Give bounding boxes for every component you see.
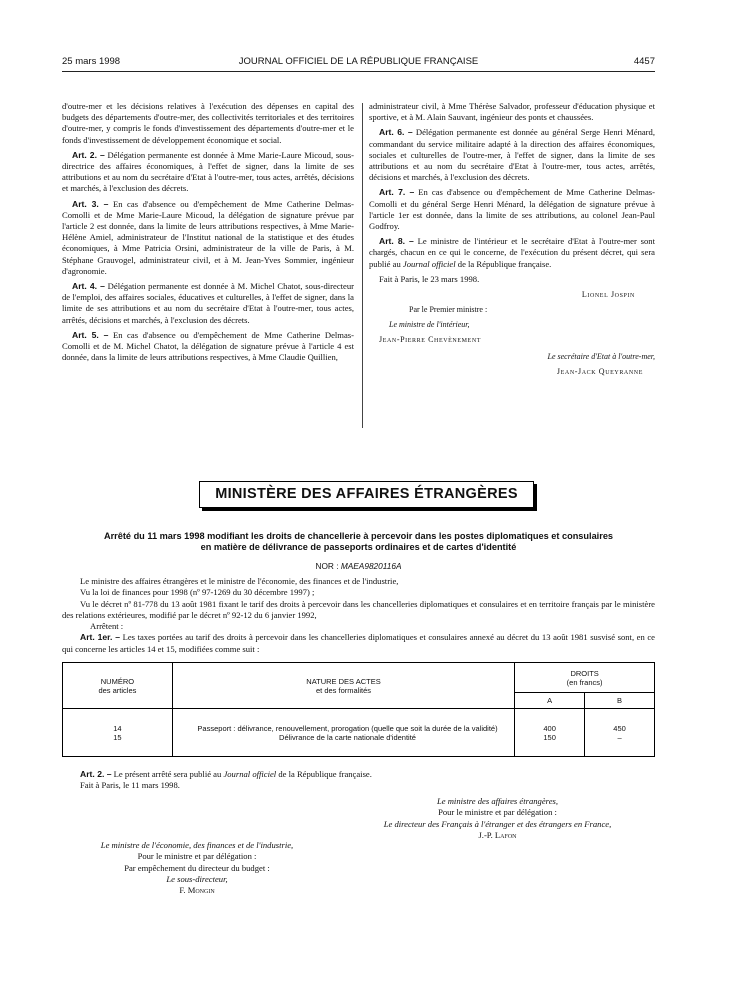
cell-text: 400	[543, 723, 556, 733]
cell-nature	[172, 709, 514, 757]
signatory-name	[62, 885, 332, 896]
cell-text: –	[617, 732, 622, 742]
right-column	[369, 101, 655, 381]
article-4	[62, 281, 354, 326]
paragraph: Le ministre des affaires étrangères et le ministre de l'économie, des finances et de l'industrie,	[80, 576, 399, 586]
signatory-name	[369, 334, 655, 345]
article-1	[62, 632, 655, 655]
article-text: Le ministre de l'intérieur et le secrétaire d'Etat à l'outre-mer sont chargés, chacun en ce qui le concerne, de l'exécution du présent décret, qui sera publié au	[369, 236, 655, 269]
article-text: En cas d'absence ou d'empêchement de Mme Catherine Delmas-Comolli et de Mme Marie-Laure Micoud, la délégation de signature prévue par l'article 2 est donnée, dans la limite de leurs attributions respectives, à Mme Marie-Hélène Amiel, administrateur de l'Institut national de la statistique et des études économiques, à Mme Patricia Orsini, administrateur de la ville de Paris, à M. Stéphane Grauvogel, administrateur civil, et à M. Jean-Yves Sommier, ingénieur d'agronomie.	[62, 198, 354, 276]
article-2	[62, 150, 354, 195]
article-text: Délégation permanente est donnée à Mme Marie-Laure Micoud, sous-directrice des affaires économiques, à l'effet de signer, dans la limite de ses attributions et au nom du secrétaire d'Etat à l'outre-mer, tous actes, arrêtés, décisions et marchés, à l'exclusion des décrets.	[62, 149, 354, 194]
signatory-name-text: Jean-Pierre Chevènement	[379, 335, 482, 345]
signer-name	[369, 289, 655, 300]
header-date: 25 mars 1998	[62, 56, 121, 67]
article-text: de la République française.	[455, 258, 552, 269]
article-label: Art. 8. –	[379, 236, 414, 247]
header-text: NATURE DES ACTES	[306, 676, 381, 686]
delegation-line: Par empêchement du directeur du budget :	[124, 862, 270, 873]
cell-b	[585, 709, 655, 757]
page-header	[62, 56, 655, 70]
nor-label: NOR :	[315, 561, 341, 571]
article-label: Art. 5. –	[72, 329, 109, 340]
signatory-subtitle: Le directeur des Français à l'étranger et des étrangers en France,	[383, 818, 612, 829]
arrete-title-line: en matière de délivrance de passeports ordinaires et de cartes d'identité	[200, 542, 517, 552]
fait-a-paris: Fait à Paris, le 11 mars 1998.	[80, 780, 180, 791]
signatory-title: Le secrétaire d'Etat à l'outre-mer,	[547, 352, 655, 362]
cell-text: 14	[113, 723, 122, 733]
header-page-number: 4457	[633, 56, 655, 67]
header-text: NUMÉRO	[100, 676, 135, 686]
header-numero	[63, 663, 173, 709]
header-journal-title: JOURNAL OFFICIEL DE LA RÉPUBLIQUE FRANÇAISE	[238, 56, 479, 67]
article-label: Art. 2. –	[72, 149, 105, 160]
signatory-subtitle: Le sous-directeur,	[166, 873, 228, 884]
article-8	[369, 236, 655, 270]
fait-a-paris: Fait à Paris, le 23 mars 1998.	[379, 273, 480, 284]
arrete-title	[62, 531, 655, 553]
article-7	[369, 187, 655, 232]
cell-text: 150	[543, 732, 556, 742]
cell-num	[63, 709, 173, 757]
nor-reference	[62, 561, 655, 571]
cell-a	[515, 709, 585, 757]
paragraph: Vu la loi de finances pour 1998 (nº 97-1269 du 30 décembre 1997) ;	[80, 587, 315, 598]
article-text: En cas d'absence ou d'empêchement de Mme Catherine Delmas-Comolli et de M. Michel Chatot, la délégation de signature prévue à l'article 4 est donnée, dans la limite de leurs attributions respectives, à Mme Claudie Quillien,	[62, 329, 354, 363]
signatory-title: Le ministre des affaires étrangères,	[436, 796, 559, 806]
journal-title-italic: Journal officiel	[402, 258, 456, 269]
article-text: Délégation permanente est donnée à M. Michel Chatot, sous-directeur de l'emploi, des affaires sociales, éducatives et culturelles, à l'effet de signer, dans la limite de ses attributions et au nom du secrétaire d'Etat à l'outre-mer, tous actes, arrêtés, décisions et marchés, à l'exclusion des décrets.	[62, 281, 354, 325]
article-label: Art. 3. –	[72, 198, 109, 209]
header-nature	[172, 663, 514, 709]
delegation-line: Pour le ministre et par délégation :	[438, 807, 557, 818]
article-6	[369, 127, 655, 183]
cell-text: Passeport : délivrance, renouvellement, prorogation (quelle que soit la durée de la validité)	[197, 723, 498, 733]
header-text: (en francs)	[566, 677, 603, 687]
table-row	[63, 709, 655, 757]
header-col-b: B	[585, 693, 655, 709]
cell-text: 450	[613, 723, 626, 733]
header-droits	[515, 663, 655, 693]
article-label: Art. 1er. –	[80, 632, 121, 643]
signatory-title: Le ministre de l'économie, des finances et de l'industrie,	[100, 840, 294, 850]
signature-block-economie	[62, 840, 332, 896]
signature-block-affaires-etrangeres	[340, 796, 655, 841]
arrete-body	[62, 576, 655, 655]
article-text: Les taxes portées au tarif des droits à percevoir dans les chancelleries diplomatiques et consulaires annexé au décret du 13 août 1981 susvisé sont, en ce qui concerne les articles 14 et 15, modifiées comme suit :	[62, 632, 655, 654]
header-col-a: A	[515, 693, 585, 709]
article-text: Le présent arrêté sera publié au	[111, 769, 224, 779]
arrete-title-line: Arrêté du 11 mars 1998 modifiant les droits de chancellerie à percevoir dans les postes diplomatiques et consulaires	[103, 531, 614, 541]
signatory-name	[340, 830, 655, 841]
article-3	[62, 199, 354, 277]
cell-text: Délivrance de la carte nationale d'identité	[279, 732, 416, 742]
paragraph: administrateur civil, à Mme Thérèse Salvador, professeur d'éducation physique et sportive, et à M. Alain Sauvant, ingénieur des ponts et chaussées.	[369, 101, 655, 123]
paragraph: d'outre-mer et les décisions relatives à l'exécution des dépenses en capital des budgets des départements d'outre-mer, des collectivités territoriales et des territoires d'outre-mer, y compris le fonds d'investissement des départements d'outre-mer et le fonds d'investissement de développement économique et social.	[62, 101, 354, 145]
cell-text: 15	[113, 732, 122, 742]
article-label: Art. 4. –	[72, 281, 105, 292]
header-text: DROITS	[570, 668, 599, 678]
signatory-name-text: J.-P. Lafon	[478, 829, 517, 840]
article-label: Art. 2. –	[80, 769, 112, 779]
par-premier-ministre: Par le Premier ministre :	[409, 305, 488, 315]
left-column	[62, 101, 354, 367]
droits-table	[62, 662, 655, 757]
journal-title-italic: Journal officiel	[223, 769, 277, 779]
closing-text	[62, 769, 655, 792]
nor-code: MAEA9820116A	[340, 561, 402, 571]
signer-name-text: Lionel Jospin	[581, 290, 635, 300]
header-rule	[62, 71, 655, 72]
article-label: Art. 6. –	[379, 127, 413, 138]
column-divider	[362, 103, 363, 428]
article-text: de la République française.	[276, 769, 372, 779]
article-2-closing	[62, 769, 655, 780]
paragraph: Vu le décret nº 81-778 du 13 août 1981 fixant le tarif des droits à percevoir dans les chancelleries diplomatiques et consulaires et en territoire français par le ministère des relations extérieures, modifié par le décret nº 92-12 du 6 janvier 1992,	[62, 598, 655, 620]
header-text: des articles	[98, 685, 137, 695]
header-text: et des formalités	[316, 685, 372, 695]
signatory-title: Le ministre de l'intérieur,	[389, 320, 470, 330]
signatory-name-text: F. Mongin	[179, 885, 215, 896]
article-text: En cas d'absence ou d'empêchement de Mme Catherine Delmas-Comolli et du général Serge Henri Ménard, la délégation de signature prévue à l'article 1er est donnée, dans la limite de ses attributions, au colonel Jean-Paul Godfroy.	[369, 187, 655, 232]
signatory-name-text: Jean-Jack Queyranne	[556, 367, 643, 377]
signatory-name	[369, 366, 655, 377]
ministry-heading-box: MINISTÈRE DES AFFAIRES ÉTRANGÈRES	[199, 481, 534, 508]
delegation-line: Pour le ministre et par délégation :	[137, 851, 257, 862]
article-5	[62, 330, 354, 364]
article-label: Art. 7. –	[379, 187, 415, 198]
article-text: Délégation permanente est donnée au général Serge Henri Ménard, commandant du service militaire adapté à la direction des affaires économiques, sociales et culturelles de l'outre-mer, à l'effet de signer, dans la limite de ses attributions et au nom du secrétaire d'Etat à l'outre-mer, tous actes, arrêtés, décisions et marchés, à l'exclusion des décrets.	[369, 127, 655, 183]
arretent: Arrêtent :	[90, 621, 124, 632]
